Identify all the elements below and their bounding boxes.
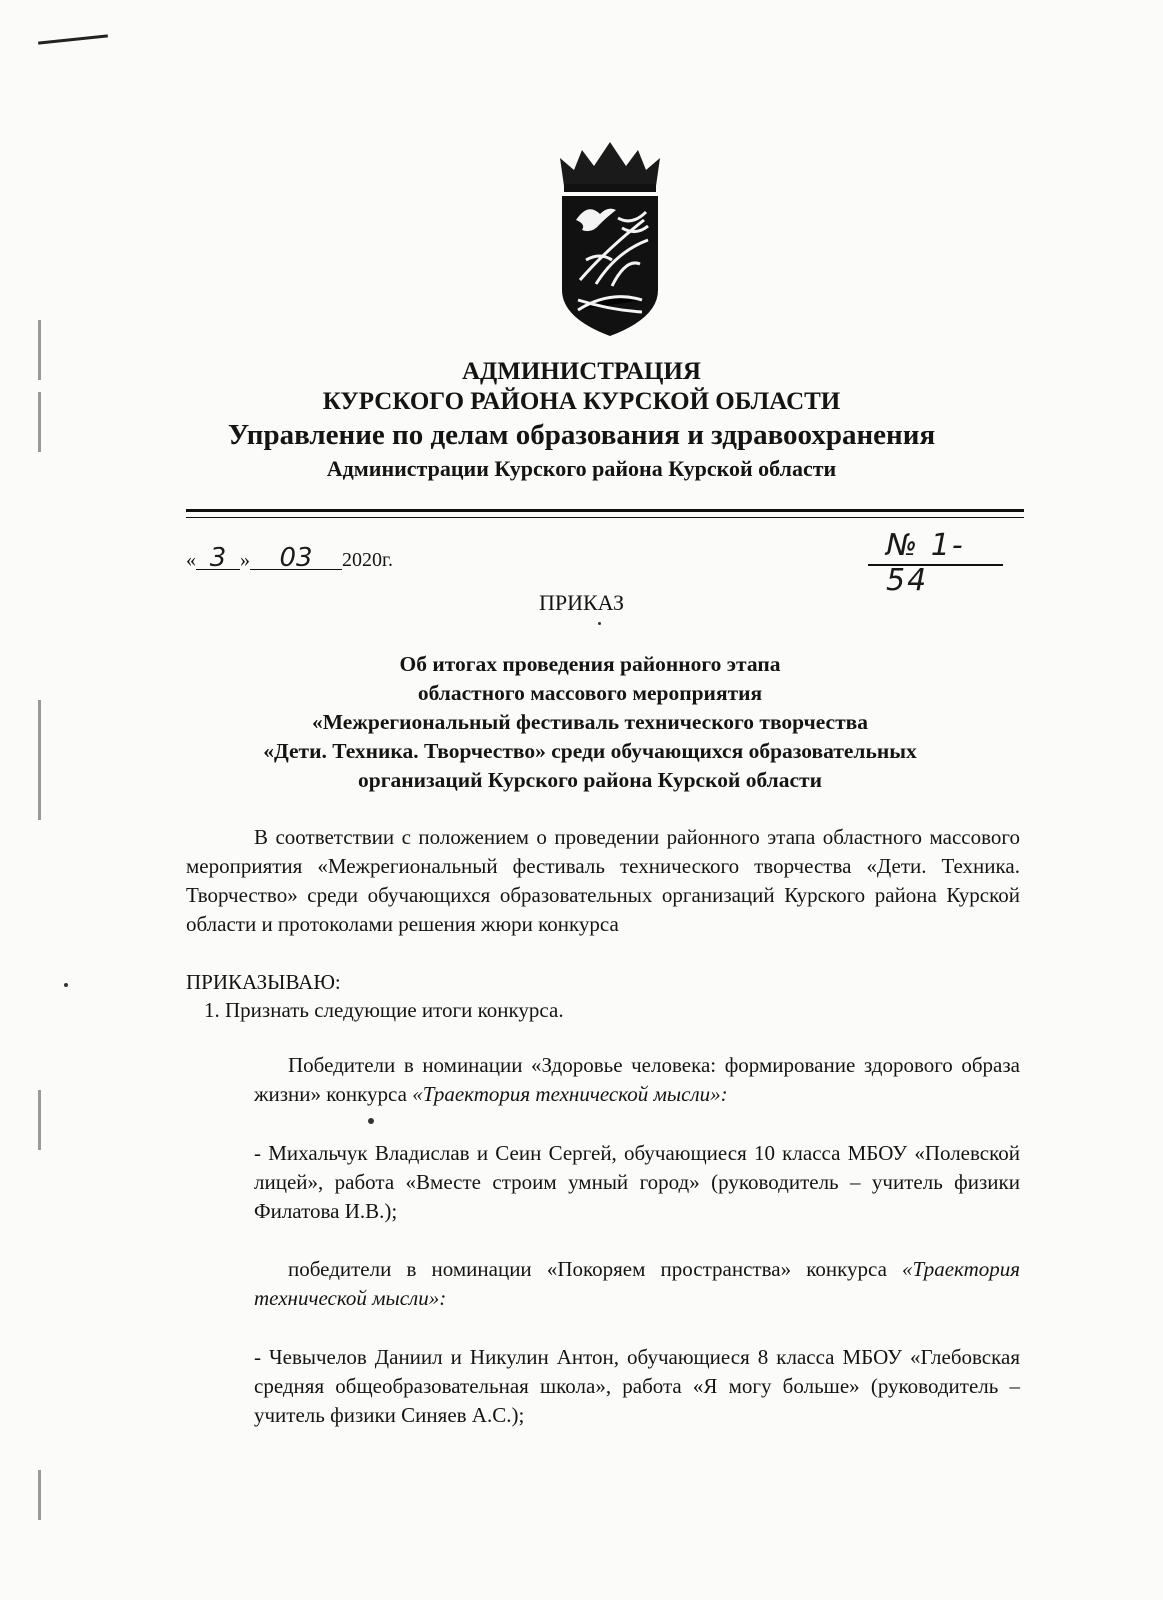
subject-line: Об итогах проведения районного этапа xyxy=(399,652,781,676)
scan-edge-mark xyxy=(38,1090,41,1150)
winners-nomination-1 xyxy=(254,1051,1020,1109)
order-item-1: 1. Признать следующие итоги конкурса. xyxy=(204,998,564,1022)
winners-nomination-2 xyxy=(254,1255,1020,1313)
header-department: Управление по делам образования и здравоохранения xyxy=(227,419,936,451)
winner-entry-2: - Чевычелов Даниил и Никулин Антон, обучающиеся 8 класса МБОУ «Глебовская средняя общеобразовательная школа», работа «Я могу больше» (руководитель – учитель физики Синяев А.С.); xyxy=(254,1345,1020,1427)
order-number-handwritten: № 1-54 xyxy=(886,528,965,598)
intro-paragraph: В соответствии с положением о проведении районного этапа областного массового мероприятия «Межрегиональный фестиваль технического творчества «Дети. Техника. Творчество» среди обучающихся образовательных организаций Курского района Курской области и протоколами решения жюри конкурса xyxy=(186,825,1020,936)
subject-line: областного массового мероприятия xyxy=(417,681,763,705)
scan-dot xyxy=(598,622,601,625)
scan-dot xyxy=(64,983,68,987)
order-number xyxy=(868,528,1003,598)
header-line-1: АДМИНИСТРАЦИЯ xyxy=(462,358,701,385)
winner-entry-1: - Михальчук Владислав и Сеин Сергей, обучающиеся 10 класса МБОУ «Полевской лицей», работа «Вместе строим умный город» (руководитель – учитель физики Филатова И.В.); xyxy=(254,1141,1020,1223)
winners-1-text: Победители в номинации «Здоровье человека: формирование здорового образа жизни» конкурса xyxy=(254,1053,1020,1106)
order-date xyxy=(186,543,393,573)
scan-stroke xyxy=(38,34,108,44)
coat-of-arms-icon xyxy=(556,140,664,340)
header-rule-thick xyxy=(186,509,1024,512)
subject-line: «Дети. Техника. Творчество» среди обучающихся образовательных xyxy=(263,739,917,763)
date-day: 3 xyxy=(196,547,240,570)
date-month: 03 xyxy=(250,547,342,570)
header-line-2: КУРСКОГО РАЙОНА КУРСКОЙ ОБЛАСТИ xyxy=(322,388,841,415)
contest-name-2: «Траектория технической мысли»: xyxy=(254,1257,1020,1310)
winners-2-text: победители в номинации «Покоряем пространства» конкурса xyxy=(288,1257,903,1281)
order-word: ПРИКАЗЫВАЮ: xyxy=(186,970,341,994)
document-title: ПРИКАЗ xyxy=(538,590,625,615)
contest-name-1: «Траектория технической мысли»: xyxy=(412,1082,728,1106)
date-quote-open: « xyxy=(186,549,196,571)
header-line-4: Администрации Курского района Курской области xyxy=(326,456,837,481)
order-subject xyxy=(150,650,1030,795)
date-quote-close: » xyxy=(240,549,250,571)
header-rule-thin xyxy=(186,517,1024,518)
subject-line: организаций Курского района Курской области xyxy=(358,768,822,792)
scan-edge-mark xyxy=(38,700,41,820)
scan-edge-mark xyxy=(38,1470,41,1520)
subject-line: «Межрегиональный фестиваль технического творчества xyxy=(312,710,868,734)
crown-icon xyxy=(560,142,660,186)
date-year: 2020г. xyxy=(342,549,393,571)
scan-dot xyxy=(368,1118,374,1124)
